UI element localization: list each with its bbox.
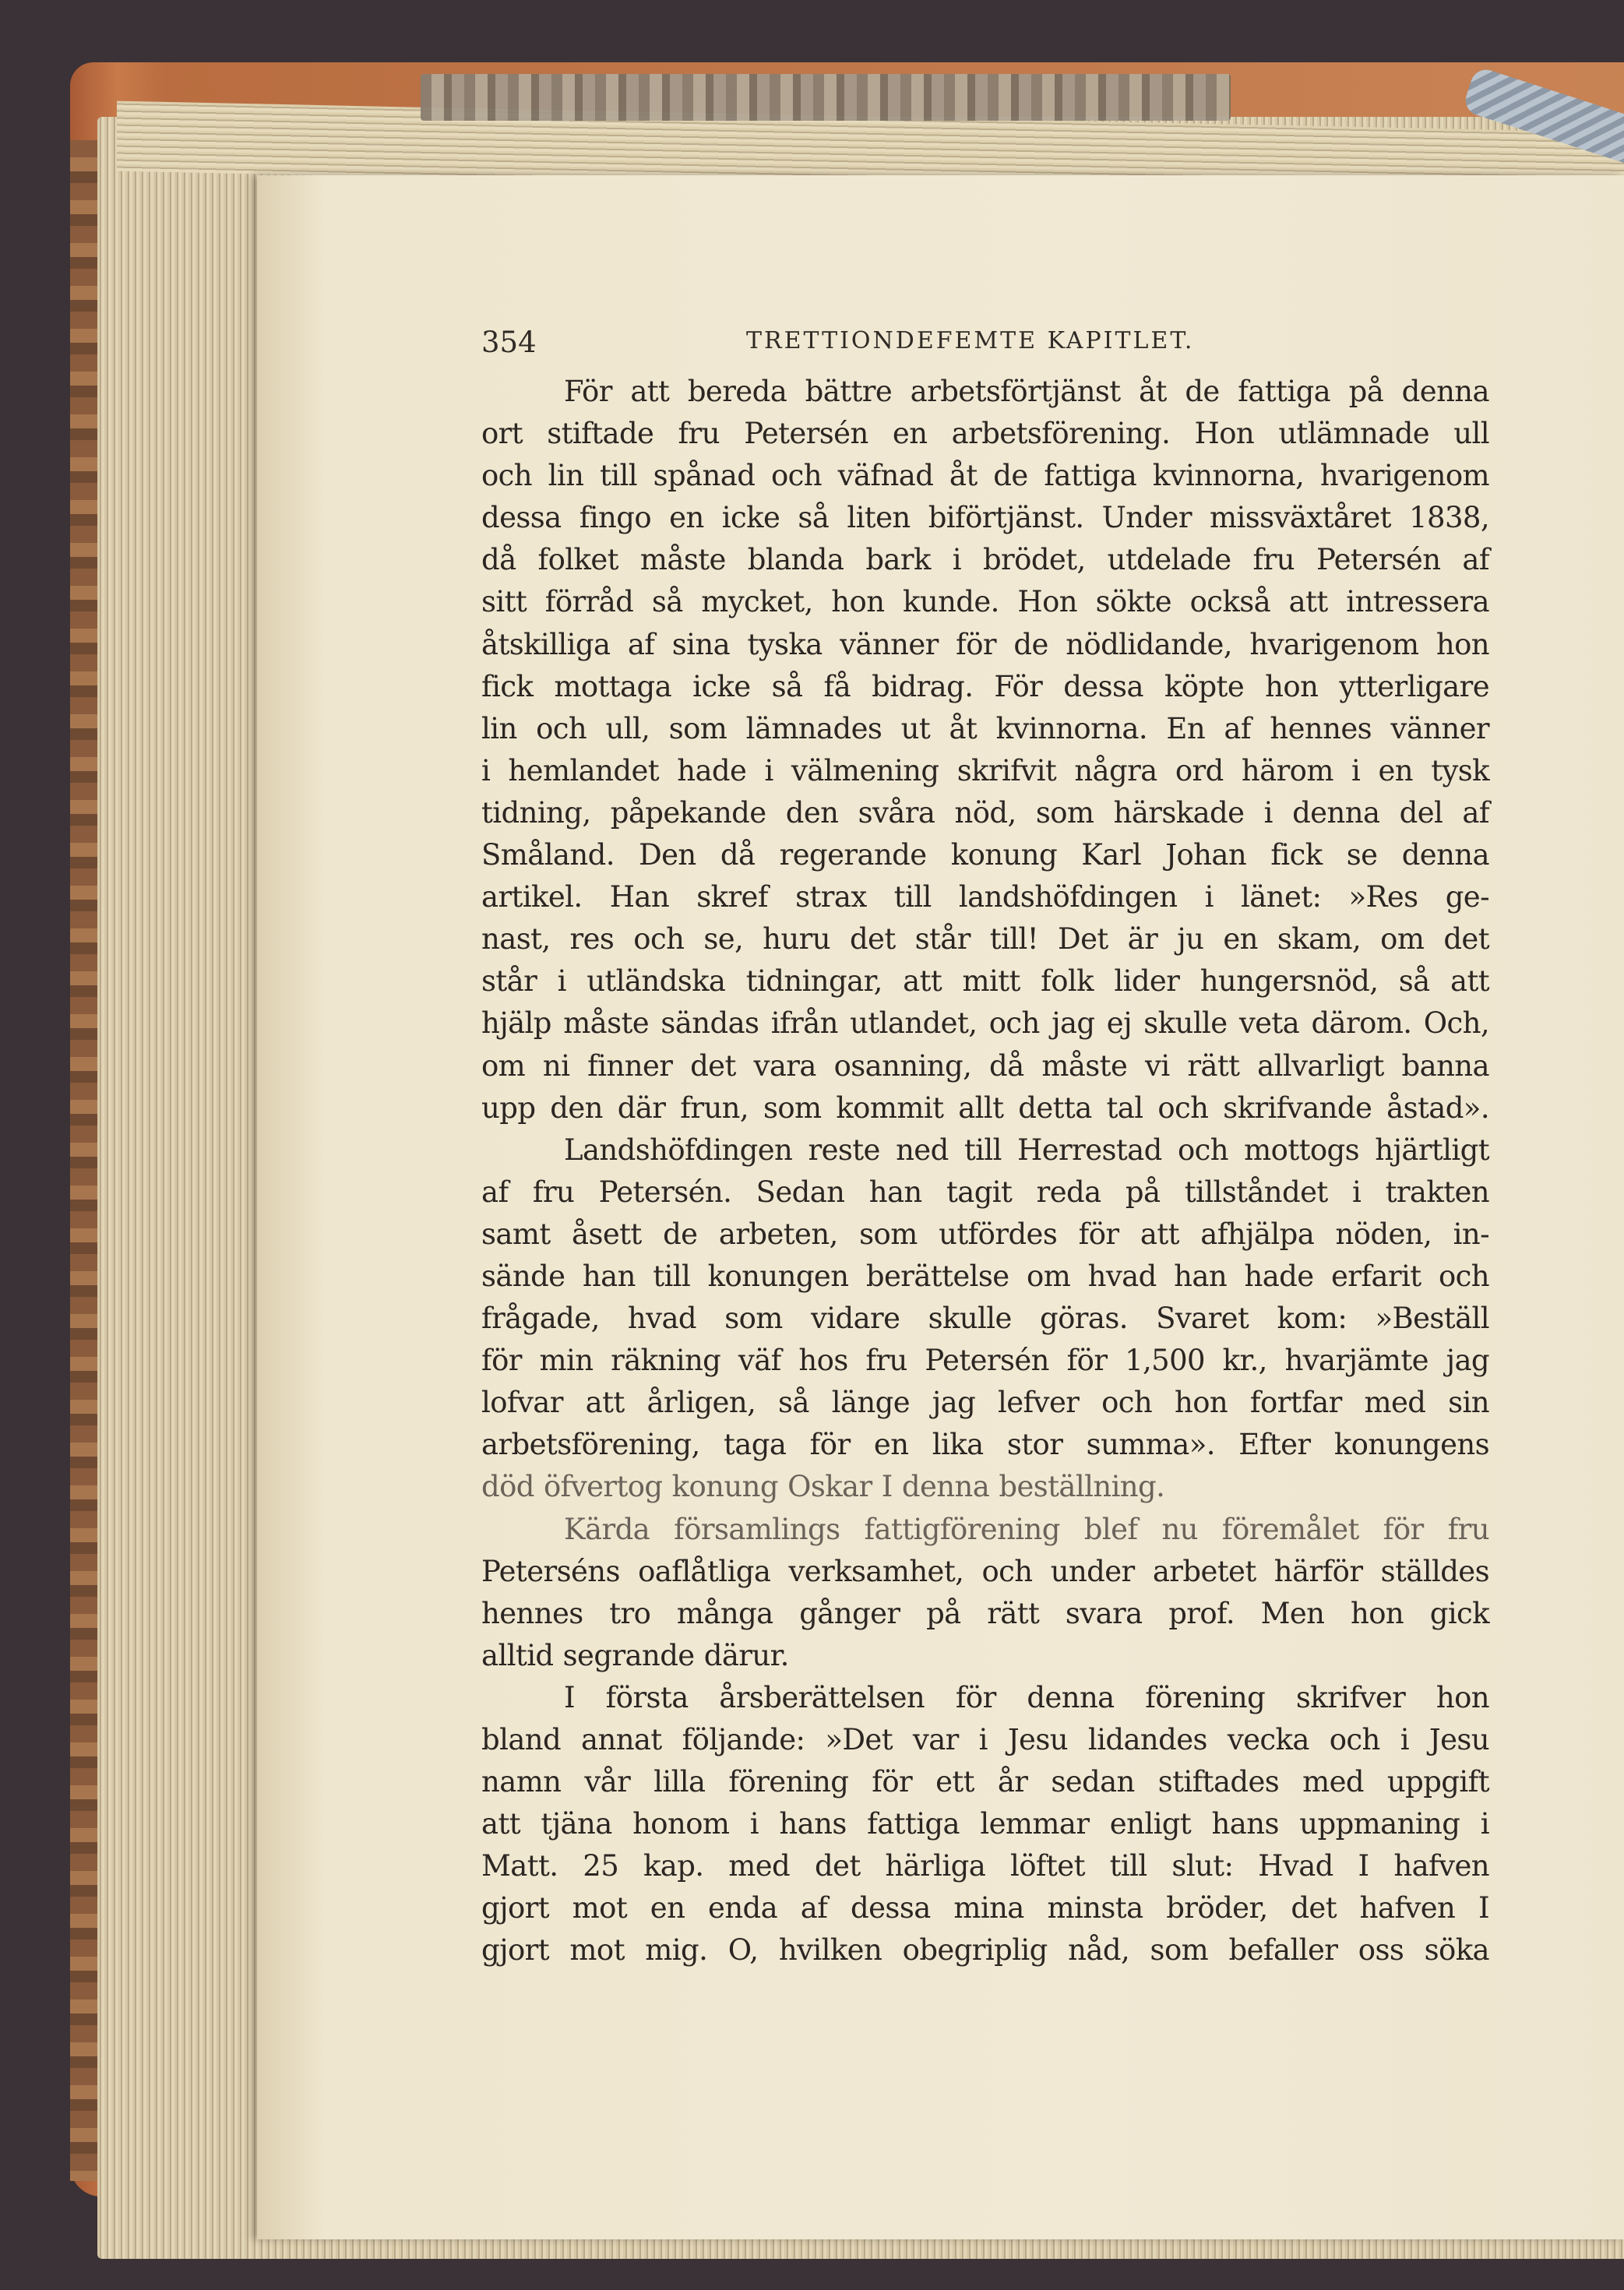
text-line: gjort mot en enda af dessa mina minsta bröder, det hafven I [481, 1891, 1489, 1925]
text-line: hjälp måste sändas ifrån utlandet, och jag ej skulle veta därom. Och, [481, 1006, 1489, 1041]
text-line: att tjäna honom i hans fattiga lemmar enligt hans uppmaning i [481, 1807, 1489, 1841]
text-line: frågade, hvad som vidare skulle göras. Svaret kom: »Beställ [481, 1302, 1489, 1336]
text-line: För att bereda bättre arbetsförtjänst åt de fattiga på denna [564, 375, 1489, 408]
text-line: dessa fingo en icke så liten biförtjänst. Under missväxtåret 1838, [481, 501, 1489, 535]
text-line: åtskilliga af sina tyska vänner för de nödlidande, hvarigenom hon [481, 627, 1489, 661]
page-number: 354 [481, 326, 537, 359]
text-line: hennes tro många gånger på rätt svara prof. Men hon gick [481, 1596, 1489, 1630]
running-head: TRETTIONDEFEMTE KAPITLET. [746, 327, 1195, 354]
text-line: för min räkning väf hos fru Petersén för 1,500 kr., hvarjämte jag [481, 1344, 1489, 1378]
text-line: sitt förråd så mycket, hon kunde. Hon sökte också att intressera [481, 585, 1489, 619]
text-line: fick mottaga icke så få bidrag. För dessa köpte hon ytterligare [481, 669, 1489, 703]
headband [421, 74, 1231, 121]
text-line: artikel. Han skref strax till landshöfdingen i länet: »Res ge- [481, 880, 1489, 914]
text-line: Peterséns oaflåtliga verksamhet, och under arbetet härför ställdes [481, 1554, 1489, 1588]
text-line: nast, res och se, huru det står till! Det är ju en skam, om det [481, 922, 1489, 957]
text-line: gjort mot mig. O, hvilken obegriplig nåd, som befaller oss söka [481, 1933, 1489, 1968]
text-line: om ni finner det vara osanning, då måste vi rätt allvarligt banna [481, 1048, 1489, 1083]
text-line: alltid segrande därur. [481, 1638, 789, 1672]
body-text [481, 371, 1489, 1972]
text-line: sände han till konungen berättelse om hvad han hade erfarit och [481, 1259, 1489, 1293]
text-line: af fru Petersén. Sedan han tagit reda på tillståndet i trakten [481, 1175, 1489, 1209]
text-line: I första årsberättelsen för denna förening skrifver hon [564, 1680, 1489, 1714]
text-line: står i utländska tidningar, att mitt folk lider hungersnöd, så att [481, 964, 1489, 999]
text-line: och lin till spånad och väfnad åt de fattiga kvinnorna, hvarigenom [481, 459, 1489, 493]
text-line: bland annat följande: »Det var i Jesu lidandes vecka och i Jesu [481, 1723, 1489, 1756]
text-line: tidning, påpekande den svåra nöd, som härskade i denna del af [481, 795, 1489, 830]
text-line: Småland. Den då regerande konung Karl Johan fick se denna [481, 838, 1489, 872]
text-line: arbetsförening, taga för en lika stor summa». Efter konungens [481, 1428, 1489, 1462]
text-line: lin och ull, som lämnades ut åt kvinnorna. En af hennes vänner [481, 711, 1489, 745]
text-line: i hemlandet hade i välmening skrifvit några ord härom i en tysk [481, 753, 1489, 787]
text-line: upp den där frun, som kommit allt detta tal och skrifvande åstad». [481, 1090, 1489, 1125]
text-line: samt åsett de arbeten, som utfördes för att afhjälpa nöden, in- [481, 1217, 1489, 1251]
text-line: namn vår lilla förening för ett år sedan stiftades med uppgift [481, 1765, 1489, 1799]
text-line: Kärda församlings fattigförening blef nu föremålet för fru [564, 1512, 1489, 1546]
text-line: död öfvertog konung Oskar I denna beställning. [481, 1470, 1165, 1504]
text-line: Landshöfdingen reste ned till Herrestad och mottogs hjärtligt [564, 1133, 1489, 1167]
text-line: Matt. 25 kap. med det härliga löftet till slut: Hvad I hafven [481, 1849, 1489, 1883]
text-line: då folket måste blanda bark i brödet, utdelade fru Petersén af [481, 543, 1489, 577]
page-header [481, 326, 1494, 357]
text-line: ort stiftade fru Petersén en arbetsförening. Hon utlämnade ull [481, 417, 1489, 451]
text-line: lofvar att årligen, så länge jag lefver och hon fortfar med sin [481, 1386, 1489, 1420]
